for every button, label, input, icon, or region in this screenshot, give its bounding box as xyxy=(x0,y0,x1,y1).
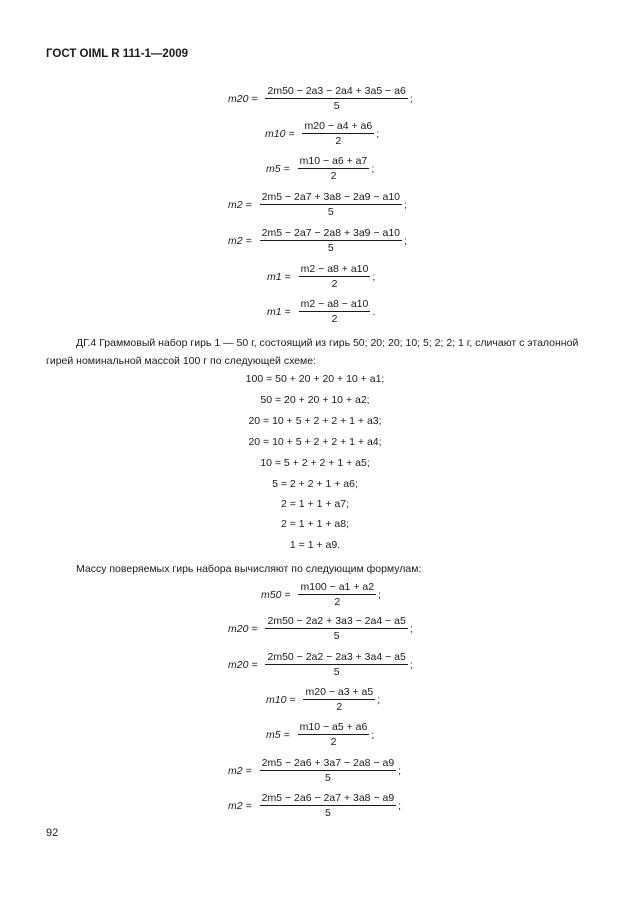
formula-denominator: 5 xyxy=(333,100,340,112)
formula-denominator: 5 xyxy=(327,242,334,254)
formula-m20-a xyxy=(228,85,413,113)
formula-m2-b xyxy=(228,227,407,255)
scheme-line: 20 = 10 + 5 + 2 + 2 + 1 + a3; xyxy=(248,415,382,427)
formula-m20-b xyxy=(228,615,413,643)
formula-lhs: m2 = xyxy=(228,235,252,247)
formula-end: ; xyxy=(376,128,380,140)
formula-lhs: m5 = xyxy=(266,729,290,741)
formula-denominator: 5 xyxy=(324,772,331,784)
formula-lhs: m2 = xyxy=(228,199,252,211)
formula-end: ; xyxy=(409,93,413,105)
formula-m5-a xyxy=(266,155,374,183)
formula-numerator: 2m5 − 2a6 + 3a7 − 2a8 − a9 xyxy=(261,757,395,769)
formula-end: ; xyxy=(404,235,407,247)
scheme-line: 2 = 1 + 1 + a7; xyxy=(280,498,350,510)
formula-lhs: m20 = xyxy=(228,659,258,671)
page-number: 92 xyxy=(46,827,59,839)
formula-m1-a xyxy=(267,263,375,291)
formula-numerator: 2m50 − 2a3 − 2a4 + 3a5 − a6 xyxy=(267,85,406,97)
formula-numerator: 2m50 − 2a2 − 2a3 + 3a4 − a5 xyxy=(267,651,406,663)
formula-m1-b xyxy=(267,298,375,326)
formula-numerator: m2 − a8 − a10 xyxy=(300,298,369,310)
formula-numerator: m100 − a1 + a2 xyxy=(300,581,375,593)
formula-denominator: 2 xyxy=(331,313,338,325)
formula-lhs: m50 = xyxy=(261,589,291,601)
scheme-line: 10 = 5 + 2 + 2 + 1 + a5; xyxy=(260,457,370,469)
scheme-line: 50 = 20 + 20 + 10 + a2; xyxy=(260,394,370,406)
formula-denominator: 2 xyxy=(334,596,341,608)
formula-numerator: m20 − a4 + a6 xyxy=(304,120,373,132)
formula-end: ; xyxy=(371,163,375,175)
formula-denominator: 2 xyxy=(335,135,342,147)
formula-numerator: 2m50 − 2a2 + 3a3 − 2a4 − a5 xyxy=(267,615,406,627)
formula-lhs: m20 = xyxy=(228,93,258,105)
formula-end: ; xyxy=(377,694,381,706)
scheme-line: 2 = 1 + 1 + a8; xyxy=(280,518,350,530)
formula-lhs: m1 = xyxy=(267,306,291,318)
scheme-line: 1 = 1 + a9. xyxy=(289,539,341,551)
formula-lhs: m1 = xyxy=(267,271,291,283)
formula-denominator: 2 xyxy=(336,701,343,713)
formula-end: ; xyxy=(409,623,413,635)
formula-denominator: 5 xyxy=(324,807,331,819)
formula-lhs: m5 = xyxy=(266,163,290,175)
formula-end: ; xyxy=(398,765,402,777)
formula-m50 xyxy=(261,581,381,609)
scheme-line: 5 = 2 + 2 + 1 + a6; xyxy=(272,478,358,490)
paragraph-mass: Массу поверяемых гирь набора вычисляют по следующим формулам: xyxy=(76,563,422,575)
formula-denominator: 5 xyxy=(333,666,340,678)
formula-end: ; xyxy=(409,659,413,671)
formula-end: ; xyxy=(371,729,375,741)
formula-end: . xyxy=(372,306,376,318)
formula-m5-b xyxy=(266,721,374,749)
formula-numerator: 2m5 − 2a6 − 2a7 + 3a8 − a9 xyxy=(261,792,395,804)
formula-end: ; xyxy=(378,589,381,601)
formula-numerator: m2 − a8 + a10 xyxy=(300,263,369,275)
document-header: ГОСТ OIML R 111-1—2009 xyxy=(46,48,189,60)
formula-denominator: 2 xyxy=(331,278,338,290)
formula-m2-c xyxy=(228,757,401,785)
formula-end: ; xyxy=(398,800,402,812)
formula-numerator: m10 − a5 + a6 xyxy=(299,721,368,733)
scheme-line: 20 = 10 + 5 + 2 + 2 + 1 + a4; xyxy=(248,436,382,448)
formula-numerator: 2m5 − 2a7 + 3a8 − 2a9 − a10 xyxy=(261,191,401,203)
paragraph-dg4: ДГ.4 Граммовый набор гирь 1 — 50 г, состоящий из гирь 50; 20; 20; 10; 5; 2; 2; 1 г, сличают с эталонной гирей номинальной массой 100 г по следующей схеме: xyxy=(46,337,579,367)
formula-numerator: m20 − a3 + a5 xyxy=(305,686,374,698)
formula-m20-c xyxy=(228,651,413,679)
formula-m10-b xyxy=(266,686,380,714)
formula-numerator: m10 − a6 + a7 xyxy=(299,155,368,167)
formula-denominator: 2 xyxy=(330,170,337,182)
formula-lhs: m10 = xyxy=(265,128,295,140)
formula-numerator: 2m5 − 2a7 − 2a8 + 3a9 − a10 xyxy=(261,227,401,239)
scheme-line: 100 = 50 + 20 + 20 + 10 + a1; xyxy=(245,373,385,385)
formula-m2-d xyxy=(228,792,401,820)
formula-m2-a xyxy=(228,191,407,219)
formula-lhs: m2 = xyxy=(228,800,252,812)
formula-end: ; xyxy=(372,271,376,283)
formula-m10-a xyxy=(265,120,379,148)
formula-lhs: m20 = xyxy=(228,623,258,635)
formula-denominator: 2 xyxy=(330,736,337,748)
formula-lhs: m10 = xyxy=(266,694,296,706)
formula-denominator: 5 xyxy=(333,630,340,642)
formula-denominator: 5 xyxy=(327,206,334,218)
formula-end: ; xyxy=(404,199,407,211)
formula-lhs: m2 = xyxy=(228,765,252,777)
